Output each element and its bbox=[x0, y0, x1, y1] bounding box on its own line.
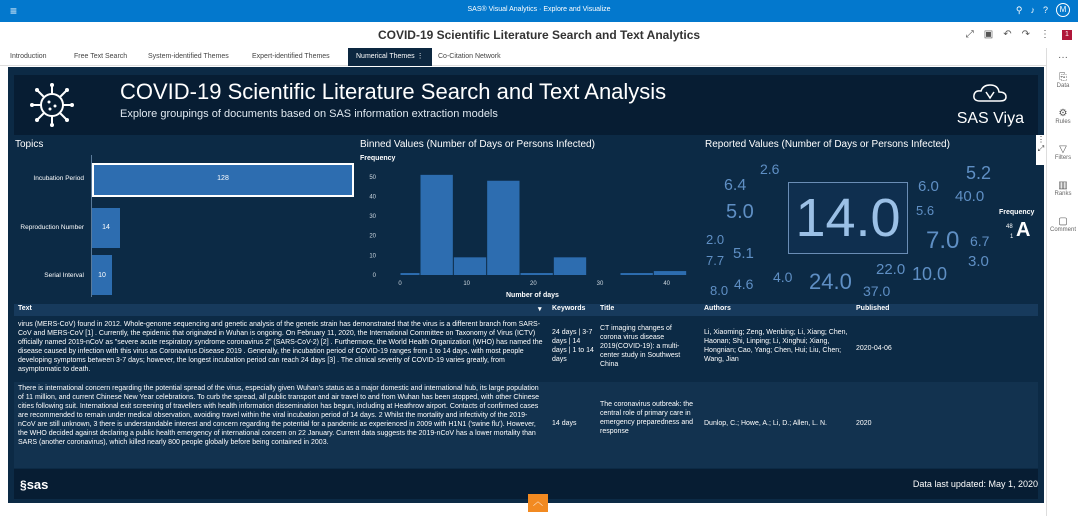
cell-text: There is international concern regarding the potential spread of the virus, especially given Wuhan's status as a major domestic and international hub, its large population of 11 million, and current Chinese New Year celebrations. To curb the spread, all public transport and air travel to and from Wuhan has been stopped, with other Chinese cities following suit. International exit screening of travellers with health information dissemination has begun, including at Heathrow airport. Contacts of confirmed cases are recommended to remain under medical observation, avoiding travel within the viral incubation period of 14 days. 2 Whilst the mortality and infectivity of the 2019-nCoV are still unknown, 3 there is understandable interest and concern regarding the potential for a pandemic as experienced in 2009 with H1N1 ('swine flu'). However, the WHO decided against declaring a public health emergency of international concern on 22 January. Current data suggests the 2019-nCoV has a lower mortality than SARS (another coronavirus), which killed nearly 800 people globally before being contained in 2003. bbox=[18, 385, 540, 446]
rail-item-label: Comment bbox=[1049, 227, 1076, 233]
histogram-bar[interactable] bbox=[521, 273, 553, 275]
cell-keywords: 14 days bbox=[552, 420, 577, 427]
histogram-bar[interactable] bbox=[654, 271, 686, 275]
tab-co-citation-network[interactable]: Co-Citation Network bbox=[438, 53, 501, 60]
legend-max: 48 bbox=[1006, 224, 1013, 230]
rail-item-label: Rules bbox=[1055, 119, 1071, 125]
x-tick-label: 20 bbox=[529, 281, 537, 287]
cloud-word[interactable]: 3.0 bbox=[968, 253, 989, 270]
x-axis-label: Number of days bbox=[506, 292, 559, 299]
object-menu-icon[interactable]: ⋮ ⤢ bbox=[1036, 135, 1046, 165]
cloud-word[interactable]: 5.0 bbox=[726, 201, 754, 223]
report-title: COVID-19 Scientific Literature Search and Text Analytics bbox=[377, 28, 701, 42]
rail-item-data[interactable] bbox=[1047, 72, 1078, 89]
cloud-word[interactable]: 5.6 bbox=[916, 203, 935, 218]
hamburger-menu-icon[interactable]: ≡ bbox=[10, 4, 18, 18]
cloud-word[interactable]: 2.0 bbox=[706, 232, 725, 247]
cell-authors: Li, Xiaoming; Zeng, Wenbing; Li, Xiang; Chen, Haonan; Shi, Linping; Li, Xinghui; Xiang, Hongnian; Cao, Yang; Chen, Hui; Liu, Chen; Wang, Jian bbox=[704, 329, 848, 363]
comment-icon: ▢ bbox=[1058, 216, 1068, 227]
cell-title: The coronavirus outbreak: the central role of primary care in emergency preparedness and response bbox=[600, 401, 694, 435]
rail-item-ranks[interactable] bbox=[1047, 180, 1078, 197]
cloud-word[interactable]: 24.0 bbox=[809, 269, 852, 294]
topic-label: Serial Interval bbox=[44, 272, 84, 279]
sort-desc-icon[interactable]: ▾ bbox=[538, 306, 542, 313]
y-axis-label: Frequency bbox=[360, 155, 396, 162]
layout-icon[interactable]: ▣ bbox=[983, 29, 994, 40]
cell-title: CT imaging changes of corona virus disease 2019(COVID-19): a multi-center study in Southwest China bbox=[600, 325, 681, 368]
expand-icon[interactable]: ⤢ bbox=[965, 29, 974, 40]
topic-value: 10 bbox=[98, 272, 106, 279]
topic-value: 128 bbox=[217, 175, 229, 182]
filter-icon: ▽ bbox=[1059, 144, 1067, 155]
cloud-word[interactable]: 37.0 bbox=[863, 283, 891, 299]
binned-chart-svg bbox=[360, 163, 706, 298]
report-header bbox=[0, 22, 1078, 48]
search-icon[interactable]: ⚲ bbox=[1015, 4, 1023, 15]
data-last-updated: Data last updated: May 1, 2020 bbox=[912, 479, 1038, 489]
column-header-authors[interactable]: Authors bbox=[704, 305, 731, 312]
cloud-icon bbox=[972, 83, 1008, 103]
column-header-keywords[interactable]: Keywords bbox=[552, 305, 586, 312]
notifications-icon[interactable]: ♪ bbox=[1030, 5, 1035, 15]
rail-more-icon[interactable]: ··· bbox=[1058, 52, 1068, 63]
redo-icon[interactable]: ↷ bbox=[1021, 29, 1030, 40]
rail-item-label: Data bbox=[1056, 83, 1070, 89]
cloud-word[interactable]: 4.0 bbox=[773, 269, 793, 285]
cloud-word[interactable]: 4.6 bbox=[734, 276, 754, 292]
ranks-icon: ▥ bbox=[1058, 180, 1068, 191]
topic-label: Incubation Period bbox=[33, 175, 84, 182]
app-bar bbox=[0, 0, 1078, 22]
tab-free-text-search[interactable]: Free Text Search bbox=[74, 53, 128, 60]
virus-icon bbox=[28, 81, 76, 129]
rail-item-label: Ranks bbox=[1054, 191, 1072, 197]
undo-icon[interactable]: ↶ bbox=[1003, 29, 1012, 40]
rail-item-comment[interactable] bbox=[1047, 216, 1078, 233]
cloud-word[interactable]: 6.7 bbox=[970, 233, 990, 249]
column-header-published[interactable]: Published bbox=[856, 305, 890, 312]
table-row[interactable] bbox=[14, 318, 1038, 380]
app-title: SAS® Visual Analytics · Explore and Visualize bbox=[467, 6, 611, 13]
legend-title: Frequency bbox=[999, 209, 1035, 216]
cloud-word[interactable]: 2.6 bbox=[760, 161, 780, 177]
histogram-bar[interactable] bbox=[401, 273, 420, 275]
y-tick-label: 40 bbox=[369, 194, 376, 201]
more-options-icon[interactable]: ⋮ bbox=[1040, 29, 1050, 40]
y-tick-label: 10 bbox=[369, 253, 376, 260]
y-tick-label: 0 bbox=[372, 273, 376, 279]
x-tick-label: 0 bbox=[398, 281, 402, 287]
cloud-word[interactable]: 22.0 bbox=[876, 261, 906, 278]
tab-menu-icon[interactable]: ⋮ bbox=[416, 53, 424, 60]
cloud-word[interactable]: 5.1 bbox=[733, 245, 754, 262]
binned-chart-title: Binned Values (Number of Days or Persons Infected) bbox=[360, 139, 595, 150]
x-tick-label: 10 bbox=[463, 281, 471, 287]
cell-published: 2020-04-06 bbox=[856, 345, 892, 352]
wordcloud-title: Reported Values (Number of Days or Persons Infected) bbox=[705, 139, 950, 150]
topics-title: Topics bbox=[15, 139, 44, 150]
cloud-word[interactable]: 7.7 bbox=[706, 253, 725, 268]
rail-item-label: Filters bbox=[1054, 155, 1072, 161]
x-tick-label: 40 bbox=[663, 281, 671, 287]
rules-icon: ⚙ bbox=[1058, 108, 1068, 119]
right-rail bbox=[1046, 48, 1078, 516]
tab-introduction[interactable]: Introduction bbox=[10, 53, 47, 60]
table-header bbox=[14, 304, 1038, 316]
cloud-word[interactable]: 6.0 bbox=[918, 178, 939, 195]
topic-label: Reproduction Number bbox=[20, 224, 84, 231]
report-canvas bbox=[8, 67, 1044, 503]
histogram-bar[interactable] bbox=[621, 273, 653, 275]
cloud-word[interactable]: 8.0 bbox=[710, 283, 729, 298]
footer bbox=[14, 469, 1038, 499]
cloud-word[interactable]: 10.0 bbox=[912, 264, 948, 284]
x-tick-label: 30 bbox=[596, 281, 604, 287]
column-header-title[interactable]: Title bbox=[600, 305, 615, 312]
cell-published: 2020 bbox=[856, 420, 872, 427]
column-header-text[interactable]: Text bbox=[18, 305, 32, 312]
sas-viya-logo bbox=[957, 83, 1024, 128]
sas-logo: §sas bbox=[20, 477, 49, 492]
cell-authors: Dunlop, C.; Howe, A.; Li, D.; Allen, L. N. bbox=[704, 420, 827, 427]
cell-text: virus (MERS-CoV) found in 2012. Whole-genome sequencing and genetic analysis of the genetic strain has demonstrated that the virus is a different branch from SARS-CoV and MERS-CoV [1] . Currently, the epidemic that originated in Wuhan is ongoing. On February 11, 2020, the International Committee on Taxonomy of Virus (ICTV) officially named 2019-nCoV as "severe acute respiratory syndrome coronavirus 2" (SARS-CoV-2) [2] . Furthermore, the World Health Organization (WHO) has named the disease caused by infection with this virus as Coronavirus Disease 2019 . Generally, the incubation period of COVID-19 ranges from 1 to 14 days, with most people developing symptoms between 3-7 days; however, the longest incubation period can reach 24 days [3] . The clinical severity of COVID-19 varies greatly, from asymptomatic to death. bbox=[18, 321, 543, 373]
tab-numerical-themes-label: Numerical Themes bbox=[356, 53, 415, 60]
cell-keywords: 24 days | 3-7 days | 14 days | 1 to 14 days bbox=[552, 329, 594, 363]
font-size-legend-icon: A bbox=[1016, 219, 1031, 241]
tab-numerical-themes[interactable] bbox=[348, 48, 432, 66]
rail-item-rules[interactable] bbox=[1047, 108, 1078, 125]
page-tabs bbox=[0, 48, 1046, 66]
brand-name: SAS Viya bbox=[956, 110, 1024, 127]
y-tick-label: 20 bbox=[369, 233, 376, 240]
cloud-word[interactable]: 40.0 bbox=[955, 188, 985, 205]
y-tick-label: 30 bbox=[369, 214, 376, 221]
avatar[interactable]: M bbox=[1056, 3, 1070, 17]
cloud-word[interactable]: 5.2 bbox=[966, 163, 992, 183]
data-icon: ⎘ bbox=[1059, 72, 1067, 83]
highlighted-word[interactable]: 14.0 bbox=[788, 182, 908, 254]
histogram-bar[interactable] bbox=[454, 257, 486, 275]
banner-subtitle: Explore groupings of documents based on SAS information extraction models bbox=[120, 108, 498, 120]
banner bbox=[14, 75, 1038, 135]
report-badge[interactable]: 1 bbox=[1062, 30, 1072, 40]
legend-min: 1 bbox=[1010, 234, 1014, 240]
histogram-bar[interactable] bbox=[421, 175, 453, 275]
cloud-word[interactable]: 7.0 bbox=[926, 227, 960, 254]
topic-value: 14 bbox=[102, 224, 110, 231]
y-tick-label: 50 bbox=[369, 174, 376, 181]
table-row[interactable] bbox=[14, 382, 1038, 468]
histogram-bar[interactable] bbox=[554, 257, 586, 275]
help-icon[interactable]: ? bbox=[1042, 5, 1048, 15]
tab-expert-identified-themes[interactable]: Expert-identified Themes bbox=[252, 53, 330, 60]
banner-title: COVID-19 Scientific Literature Search and Text Analysis bbox=[120, 79, 667, 104]
histogram-bar[interactable] bbox=[487, 181, 519, 275]
cloud-word[interactable]: 6.4 bbox=[724, 177, 747, 194]
tab-system-identified-themes[interactable]: System-identified Themes bbox=[148, 53, 229, 60]
rail-item-filters[interactable] bbox=[1047, 144, 1078, 161]
collapse-up-button[interactable]: ︿ bbox=[528, 494, 548, 512]
